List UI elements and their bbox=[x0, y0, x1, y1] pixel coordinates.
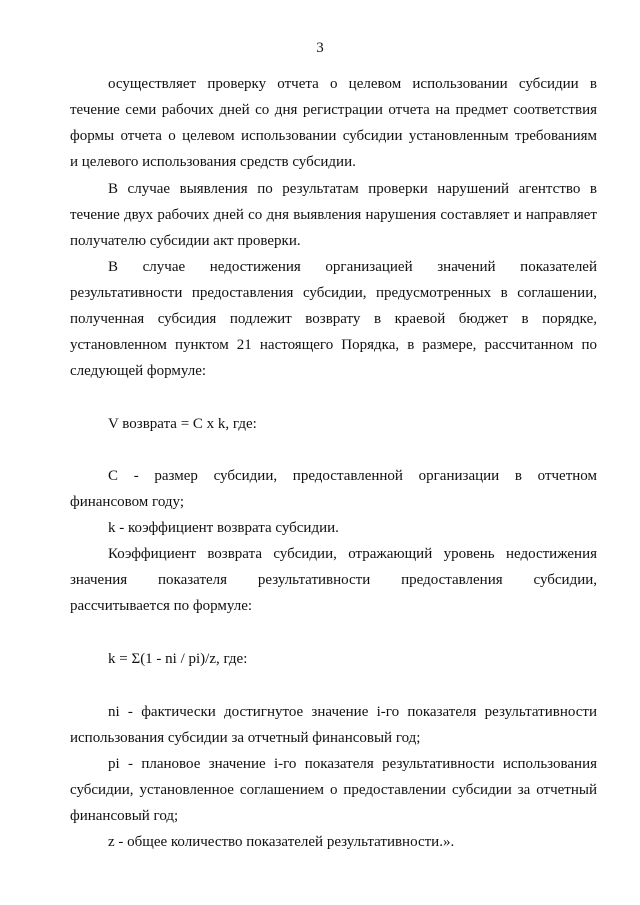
text-line: k - коэффициент возврата субсидии. bbox=[108, 520, 339, 536]
text-line: C - размер субсидии, предоставленной организации в отчетном bbox=[108, 468, 597, 484]
text-line: субсидии, установленное соглашением о предоставлении субсидии за отчетный bbox=[70, 782, 597, 798]
text-line: следующей формуле: bbox=[70, 363, 207, 379]
formula-line: k = Σ(1 - ni / pi)/z, где: bbox=[108, 651, 248, 667]
text-line: установленном пунктом 21 настоящего Порядка, в размере, рассчитанном по bbox=[70, 337, 597, 353]
text-line: рассчитывается по формуле: bbox=[70, 598, 253, 614]
text-line: получателю субсидии акт проверки. bbox=[70, 233, 301, 249]
text-line: формы отчета о целевом использовании субсидии установленным требованиям bbox=[70, 128, 597, 144]
text-line: течение двух рабочих дней со дня выявления нарушения составляет и направляет bbox=[70, 207, 597, 223]
text-line: ni - фактически достигнутое значение i-го показателя результативности bbox=[108, 704, 597, 720]
text-line: и целевого использования средств субсидии. bbox=[70, 154, 356, 170]
text-line: результативности предоставления субсидии, предусмотренных в соглашении, bbox=[70, 285, 597, 301]
text-line: значения показателя результативности предоставления субсидии, bbox=[70, 572, 597, 588]
text-line: финансовый год; bbox=[70, 808, 179, 824]
text-line: pi - плановое значение i-го показателя результативности использования bbox=[108, 756, 597, 772]
text-line: В случае недостижения организацией значений показателей bbox=[108, 259, 597, 275]
formula-line: V возврата = C x k, где: bbox=[108, 416, 257, 432]
text-line: В случае выявления по результатам проверки нарушений агентство в bbox=[108, 181, 597, 197]
text-line: Коэффициент возврата субсидии, отражающий уровень недостижения bbox=[108, 546, 597, 562]
text-line: течение семи рабочих дней со дня регистрации отчета на предмет соответствия bbox=[70, 102, 597, 118]
text-line: использования субсидии за отчетный финансовый год; bbox=[70, 730, 421, 746]
text-line: полученная субсидия подлежит возврату в краевой бюджет в порядке, bbox=[70, 311, 597, 327]
text-line: z - общее количество показателей результативности.». bbox=[108, 834, 455, 850]
page-number: 3 bbox=[316, 40, 324, 56]
text-line: осуществляет проверку отчета о целевом использовании субсидии в bbox=[108, 76, 597, 92]
text-line: финансовом году; bbox=[70, 494, 185, 510]
